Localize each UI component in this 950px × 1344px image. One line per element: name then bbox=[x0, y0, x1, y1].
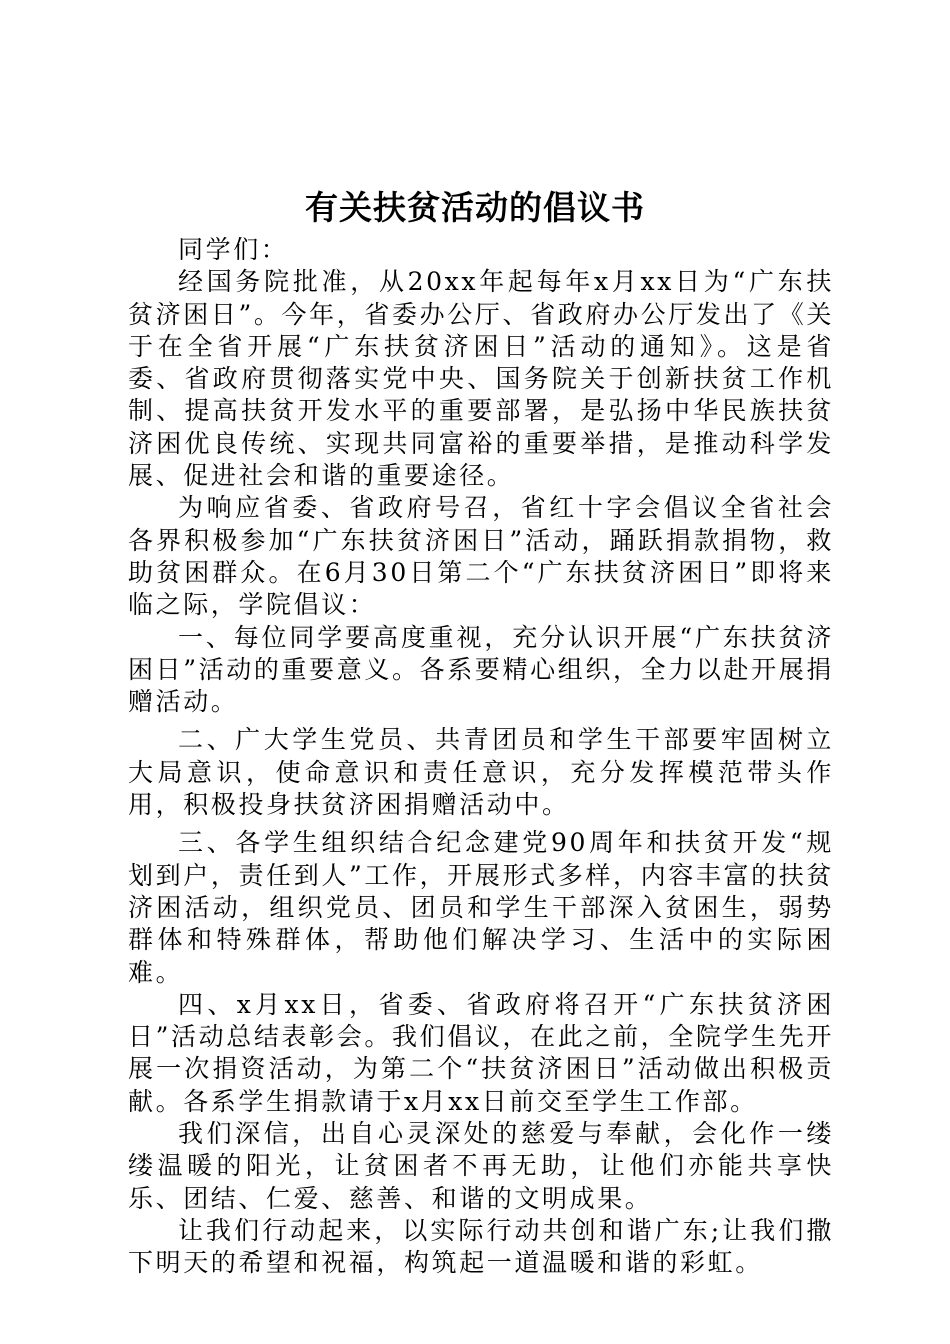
paragraph-call-to-action: 让我们行动起来，以实际行动共创和谐广东;让我们撒下明天的希望和祝福，构筑起一道温暖和谐的彩虹。 bbox=[128, 1215, 834, 1278]
document-body bbox=[128, 234, 834, 1280]
paragraph-point-three: 三、各学生组织结合纪念建党90周年和扶贫开发“规划到户，责任到人”工作，开展形式多样，内容丰富的扶贫济困活动，组织党员、团员和学生干部深入贫困生，弱势群体和特殊群体，帮助他们解决学习、生活中的实际困难。 bbox=[128, 828, 834, 987]
paragraph-background: 经国务院批准，从20xx年起每年x月xx日为“广东扶贫济困日”。今年，省委办公厅、省政府办公厅发出了《关于在全省开展“广东扶贫济困日”活动的通知》。这是省委、省政府贯彻落实党中央、国务院关于创新扶贫工作机制、提高扶贫开发水平的重要部署，是弘扬中华民族扶贫济困优良传统、实现共同富裕的重要举措，是推动科学发展、促进社会和谐的重要途径。 bbox=[128, 267, 834, 491]
salutation: 同学们： bbox=[178, 235, 289, 264]
paragraph-point-one: 一、每位同学要高度重视，充分认识开展“广东扶贫济困日”活动的重要意义。各系要精心组织，全力以赴开展捐赠活动。 bbox=[128, 622, 834, 717]
paragraph-belief: 我们深信，出自心灵深处的慈爱与奉献，会化作一缕缕温暖的阳光，让贫困者不再无助，让他们亦能共享快乐、团结、仁爱、慈善、和谐的文明成果。 bbox=[128, 1119, 834, 1213]
document-title: 有关扶贫活动的倡议书 bbox=[305, 188, 645, 227]
paragraph-point-four: 四、x月xx日，省委、省政府将召开“广东扶贫济困日”活动总结表彰会。我们倡议，在此之前，全院学生先开展一次捐资活动，为第二个“扶贫济困日”活动做出积极贡献。各系学生捐款请于x月xx日前交至学生工作部。 bbox=[128, 989, 834, 1116]
paragraph-point-two: 二、广大学生党员、共青团员和学生干部要牢固树立大局意识，使命意识和责任意识，充分发挥模范带头作用，积极投身扶贫济困捐赠活动中。 bbox=[128, 725, 834, 820]
paragraph-response: 为响应省委、省政府号召，省红十字会倡议全省社会各界积极参加“广东扶贫济困日”活动，踊跃捐款捐物，救助贫困群众。在6月30日第二个“广东扶贫济困日”即将来临之际，学院倡议： bbox=[128, 493, 834, 620]
